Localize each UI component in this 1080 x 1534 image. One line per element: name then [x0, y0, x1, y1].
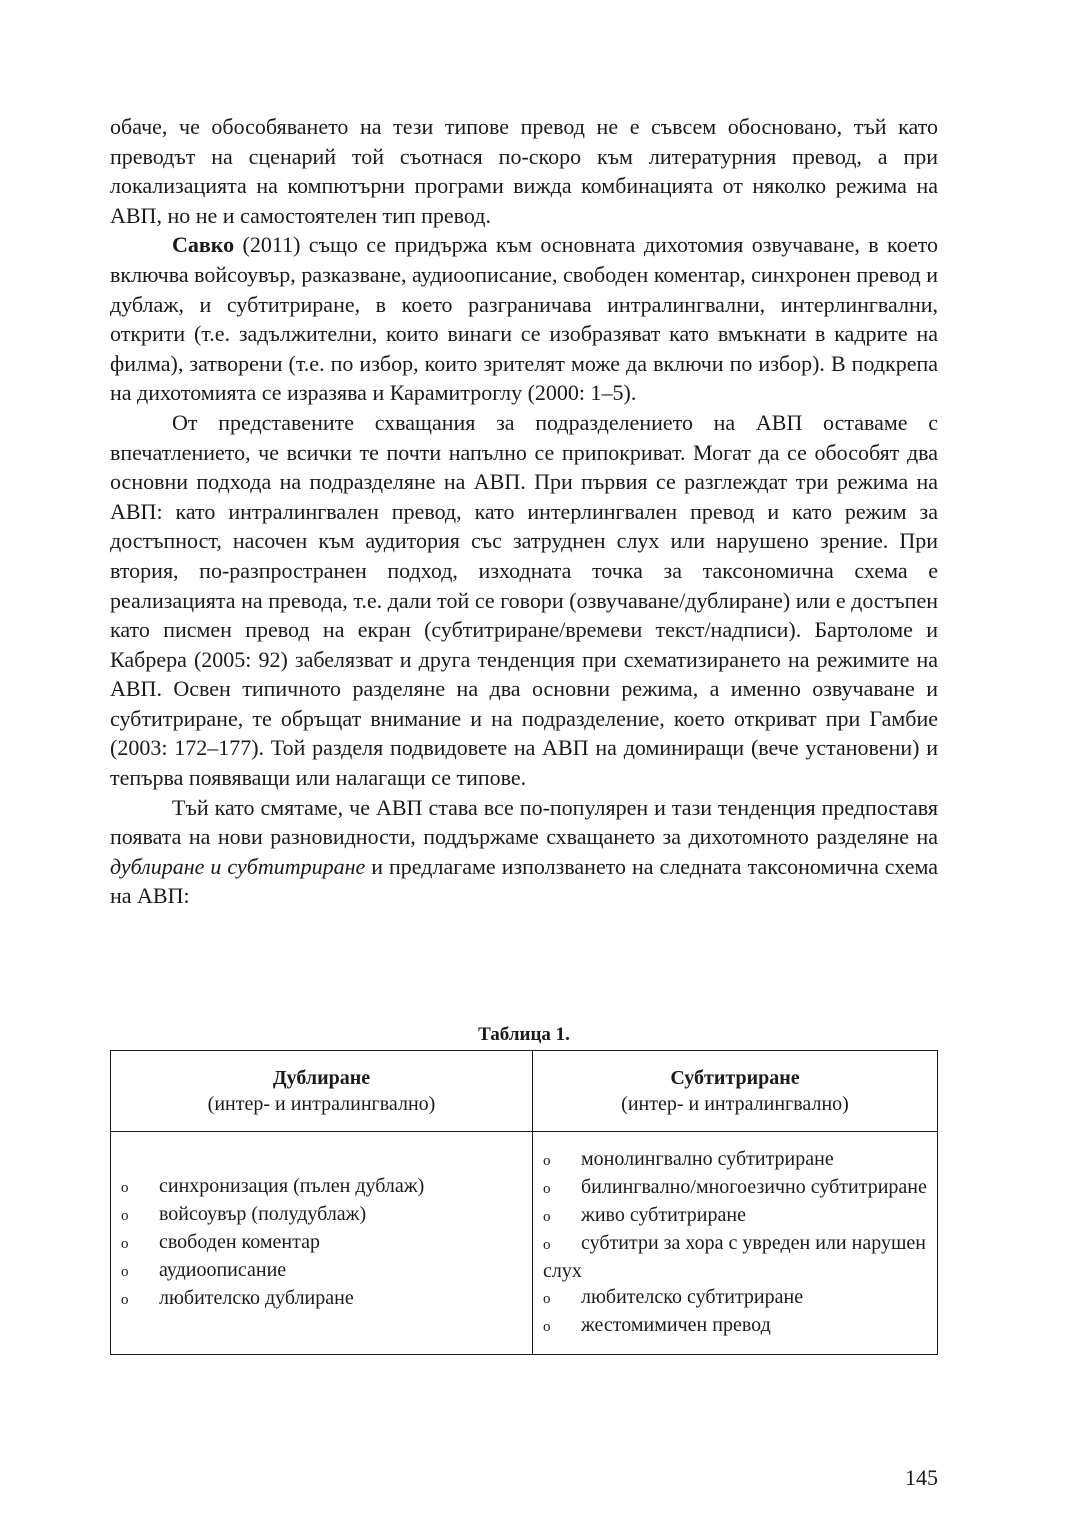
subtitling-list	[543, 1146, 927, 1340]
bullet-circle-icon: o	[121, 1292, 129, 1308]
paragraph-2	[110, 230, 938, 408]
paragraph-1	[110, 112, 938, 230]
list-item	[543, 1284, 927, 1312]
list-item-text: любителско субтитриране	[581, 1286, 804, 1308]
list-item-text: монолингвално субтитриране	[581, 1148, 834, 1170]
list-item	[121, 1229, 522, 1257]
list-item-text: аудиоописание	[159, 1259, 287, 1281]
bullet-circle-icon: o	[543, 1319, 551, 1335]
bullet-circle-icon: o	[121, 1180, 129, 1196]
table-caption: Таблица 1.	[478, 1024, 570, 1045]
dubbing-cell	[111, 1132, 533, 1355]
column-title: Субтитриране	[670, 1067, 800, 1089]
subtitling-cell	[533, 1132, 938, 1355]
author-name-savko: Савко	[172, 232, 235, 258]
list-item	[543, 1312, 927, 1340]
list-item	[121, 1257, 522, 1285]
bullet-circle-icon: o	[121, 1264, 129, 1280]
list-item	[543, 1202, 927, 1230]
list-item	[543, 1146, 927, 1174]
column-subtitle: (интер- и интралингвално)	[621, 1093, 849, 1115]
list-item	[543, 1174, 927, 1202]
list-item	[543, 1230, 927, 1284]
list-item	[121, 1201, 522, 1229]
list-item-text: свободен коментар	[159, 1231, 320, 1253]
table-body-row	[111, 1132, 938, 1355]
list-item-text: войсоувър (полудублаж)	[159, 1203, 367, 1225]
column-header-subtitling	[533, 1051, 938, 1132]
list-item-text: любителско дублиране	[159, 1287, 354, 1309]
bullet-circle-icon: o	[121, 1208, 129, 1224]
list-item-text: жестомимичен превод	[581, 1314, 771, 1336]
paragraph-1-text: обаче, че обособяването на тези типове превод не е съвсем обосновано, тъй като преводът на сценарий той съотнася по-скоро към литературния превод, а при локализацията на компютърни програми вижда комбинацията от няколко режима на АВП, но не и самостоятелен тип превод.	[110, 114, 938, 228]
paragraph-2-text: (2011) също се придържа към основната дихотомия озвучаване, в което включва войсоувър, разказване, аудиоописание, свободен коментар, синхронен превод и дублаж, и субтитриране, в което разграничава интралингвални, интерлингвални, открити (т.е. задължителни, които винаги се изобразяват като вмъкнати в кадрите на филма), затворени (т.е. по избор, които зрителят може да включи по избор). В подкрепа на дихотомията се изразява и Карамитроглу (2000: 1–5).	[110, 232, 938, 406]
bullet-circle-icon: o	[543, 1209, 551, 1225]
bullet-circle-icon: o	[121, 1236, 129, 1252]
list-item-text: субтитри за хора с увреден или нарушен слух	[543, 1232, 926, 1282]
list-item-text: синхронизация (пълен дублаж)	[159, 1175, 425, 1197]
list-item-text: билингвално/многоезично субтитриране	[581, 1176, 927, 1198]
dubbing-list	[121, 1173, 522, 1313]
body-text	[110, 112, 938, 911]
paragraph-4	[110, 793, 938, 911]
page-number: 145	[905, 1465, 938, 1490]
paragraph-4-text-end: и предлагаме използването на следната таксономична схема на АВП:	[110, 853, 938, 909]
column-title: Дублиране	[272, 1067, 371, 1089]
taxonomy-table	[110, 1050, 938, 1355]
table-header-row	[111, 1051, 938, 1132]
bullet-circle-icon: o	[543, 1291, 551, 1307]
column-subtitle: (интер- и интралингвално)	[207, 1093, 436, 1115]
bullet-circle-icon: o	[543, 1153, 551, 1169]
italic-phrase: дублиране и субтитриране	[110, 853, 366, 879]
bullet-circle-icon: o	[543, 1181, 551, 1197]
bullet-circle-icon: o	[543, 1237, 551, 1253]
list-item	[121, 1285, 522, 1313]
column-header-dubbing	[111, 1051, 533, 1132]
list-item-text: живо субтитриране	[581, 1204, 746, 1226]
paragraph-4-text-start: Тъй като смятаме, че АВП става все по-популярен и тази тенденция предпоставя появата на нови разновидности, поддържаме схващането за дихотомното разделяне на	[110, 794, 938, 850]
list-item	[121, 1173, 522, 1201]
paragraph-3	[110, 408, 938, 793]
paragraph-3-text: От представените схващания за подразделението на АВП оставаме с впечатлението, че всички те почти напълно се припокриват. Могат да се обособят два основни подхода на подразделяне на АВП. При първия се разглеждат три режима на АВП: като интралингвален превод, като интерлингвален превод и като режим за достъпност, насочен към аудитория със затруднен слух или нарушено зрение. При втория, по-разпространен подход, изходната точка за таксономична схема е реализацията на превода, т.е. дали той се говори (озвучаване/дублиране) или е достъпен като писмен превод на екран (субтитриране/времеви текст/надписи). Бартоломе и Кабрера (2005: 92) забелязват и друга тенденция при схематизирането на режимите на АВП. Освен типичното разделяне на два основни режима, а именно озвучаване и субтитриране, те обръщат внимание и на подразделение, което откриват при Гамбие (2003: 172–177). Той разделя подвидовете на АВП на доминиращи (вече установени) и тепърва появяващи или налагащи се типове.	[110, 409, 938, 791]
